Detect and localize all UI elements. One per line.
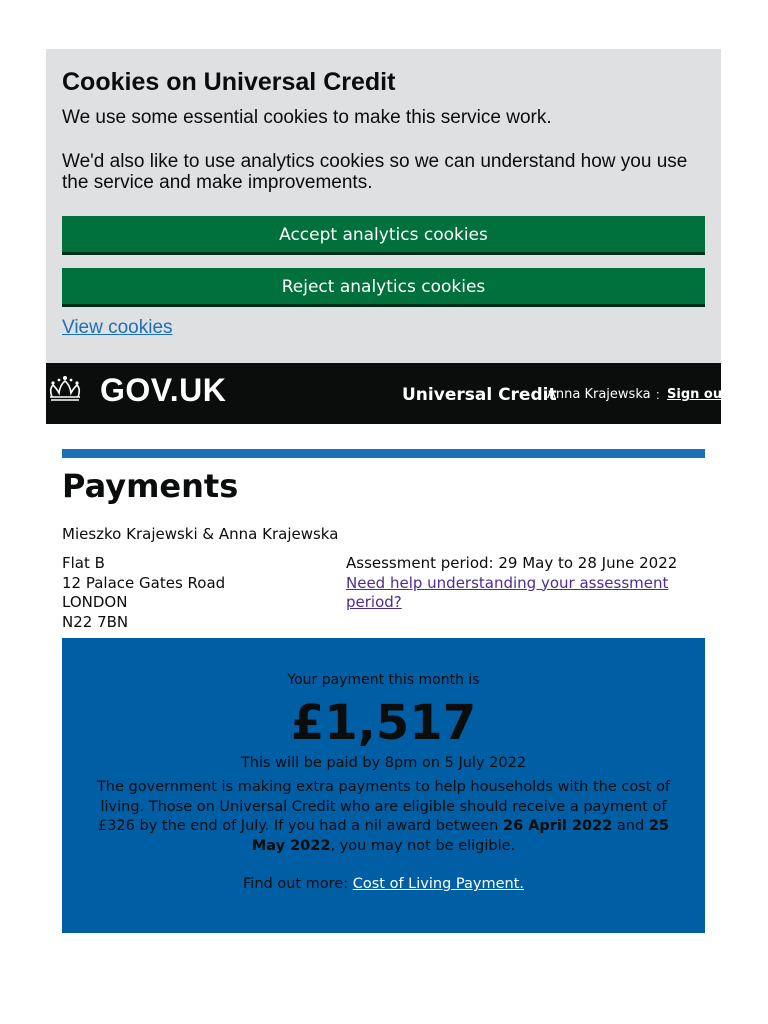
payment-date-text: This will be paid by 8pm on 5 July 2022: [240, 755, 527, 771]
assessment-period-text: Assessment period: 29 May to 28 June 2022: [346, 554, 678, 572]
payment-amount: £1,517: [290, 695, 477, 751]
find-out-more-text: Find out more:: [243, 876, 353, 892]
service-name[interactable]: Universal Credit: [402, 385, 557, 405]
accept-analytics-cookies-button[interactable]: Accept analytics cookies: [62, 216, 705, 252]
assessment-period-block: [346, 554, 721, 613]
cookie-banner-text-essential: We use some essential cookies to make this service work.: [62, 107, 552, 128]
cost-of-living-payment-link[interactable]: Cost of Living Payment.: [352, 876, 524, 892]
address-line: Flat B: [62, 554, 105, 572]
info-text: The government is making extra payments to help households with the cost of living. Those on Universal Credit who are eligible should receive a payment of £326 by the end of July. If you had a nil award between: [96, 779, 671, 834]
assessment-period-help-link[interactable]: Need help understanding your assessment period?: [346, 573, 669, 611]
cookie-banner: [46, 49, 721, 363]
user-name: Anna Krajewska: [547, 387, 651, 402]
claimant-names: Mieszko Krajewski & Anna Krajewska: [62, 525, 339, 543]
address-line: LONDON: [62, 593, 128, 611]
payment-panel: [62, 638, 705, 933]
crown-icon: [47, 375, 83, 403]
find-out-more: [62, 876, 705, 892]
address-line: N22 7BN: [62, 612, 129, 631]
view-cookies-link[interactable]: View cookies: [62, 317, 173, 338]
header-separator: :: [656, 387, 660, 402]
payment-label: Your payment this month is: [287, 672, 480, 688]
info-date-end: 25 May 2022: [251, 818, 669, 854]
page-frame: [46, 49, 729, 933]
cost-of-living-info: [92, 778, 675, 856]
govuk-header: [46, 363, 729, 424]
cookie-banner-title: Cookies on Universal Credit: [62, 68, 396, 96]
cookie-banner-text-analytics: We'd also like to use analytics cookies so we can understand how you use the service and make improvements.: [62, 151, 688, 193]
info-text-and: and: [612, 818, 649, 834]
info-text-end: , you may not be eligible.: [330, 837, 516, 854]
claimant-address: [62, 554, 225, 632]
title-accent-bar: [62, 449, 705, 458]
page-title: Payments: [62, 467, 239, 505]
reject-analytics-cookies-button[interactable]: Reject analytics cookies: [62, 268, 705, 304]
sign-out-link[interactable]: Sign out: [667, 387, 729, 402]
govuk-logo-link[interactable]: GOV.UK: [100, 372, 227, 408]
address-line: 12 Palace Gates Road: [62, 573, 226, 592]
info-date-start: 26 April 2022: [502, 818, 613, 834]
